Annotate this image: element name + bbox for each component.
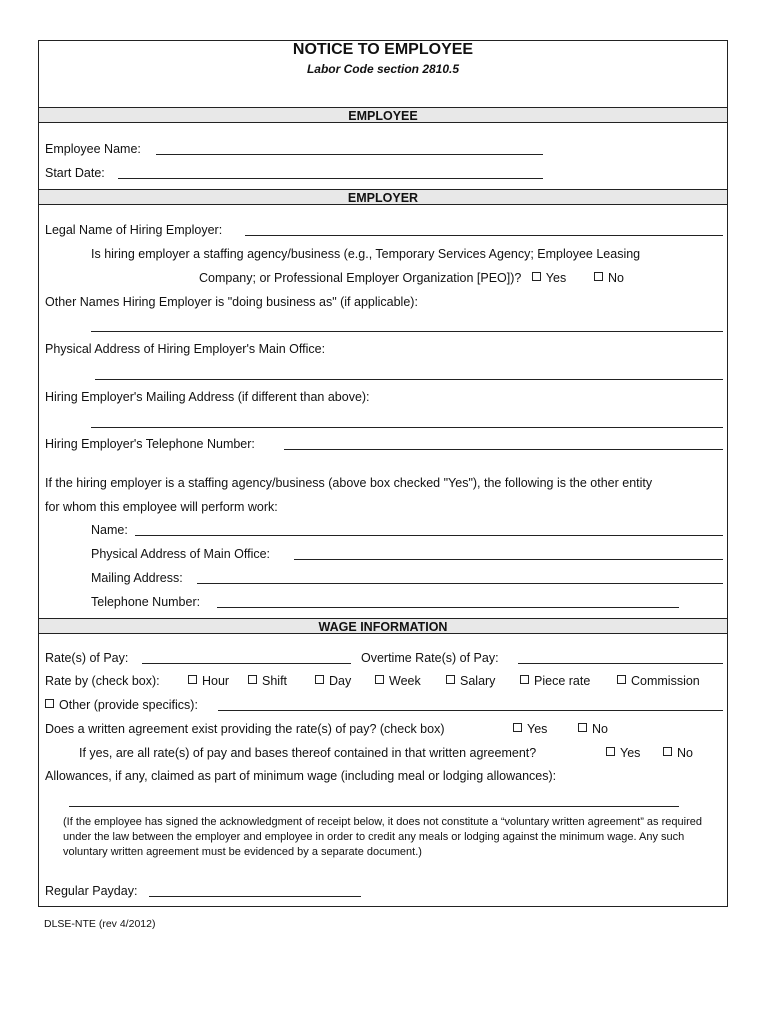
dba-label: Other Names Hiring Employer is "doing business as" (if applicable):	[45, 295, 418, 309]
staffing-yes-checkbox[interactable]	[532, 272, 541, 281]
if-yes-no-label: No	[677, 746, 693, 760]
other-entity-text-line2: for whom this employee will perform work:	[45, 500, 278, 514]
start-date-label: Start Date:	[45, 166, 105, 180]
staffing-no-label: No	[608, 271, 624, 285]
rate-by-label: Rate by (check box):	[45, 674, 160, 688]
rate-option-day[interactable]	[315, 673, 351, 689]
rate-option-hour[interactable]	[188, 673, 229, 689]
rate-option-label: Day	[329, 674, 352, 688]
overtime-rates-field[interactable]	[518, 663, 723, 664]
wage-section-heading: WAGE INFORMATION	[39, 618, 727, 634]
rate-salary-checkbox[interactable]	[446, 675, 455, 684]
staffing-question-line1: Is hiring employer a staffing agency/business (e.g., Temporary Services Agency; Employee Leasing	[91, 247, 641, 261]
overtime-rates-label: Overtime Rate(s) of Pay:	[361, 651, 499, 665]
if-yes-yes-checkbox[interactable]	[606, 747, 615, 756]
form-title: NOTICE TO EMPLOYEE	[292, 41, 474, 58]
rate-option-label: Hour	[202, 674, 230, 688]
dba-field[interactable]	[91, 331, 723, 332]
written-agreement-question: Does a written agreement exist providing the rate(s) of pay? (check box)	[45, 722, 445, 736]
legal-name-label: Legal Name of Hiring Employer:	[45, 223, 223, 237]
agreement-no-checkbox[interactable]	[578, 723, 587, 732]
other-specifics-field[interactable]	[218, 710, 723, 711]
agreement-yes-label: Yes	[527, 722, 548, 736]
agreement-no-label: No	[592, 722, 608, 736]
rate-hour-checkbox[interactable]	[188, 675, 197, 684]
other-entity-name-label: Name:	[91, 523, 128, 537]
rate-other-checkbox[interactable]	[45, 699, 54, 708]
if-yes-no-option[interactable]	[663, 745, 693, 761]
staffing-yes-label: Yes	[545, 271, 567, 285]
start-date-field[interactable]	[118, 178, 543, 179]
other-entity-mailing-label: Mailing Address:	[91, 571, 183, 585]
rate-commission-checkbox[interactable]	[617, 675, 626, 684]
agreement-yes-checkbox[interactable]	[513, 723, 522, 732]
rate-option-piece-rate[interactable]	[520, 673, 590, 689]
rate-option-label: Salary	[460, 674, 496, 688]
other-entity-physical-label: Physical Address of Main Office:	[91, 547, 271, 561]
rate-option-salary[interactable]	[446, 673, 495, 689]
other-entity-text-line1: If the hiring employer is a staffing agency/business (above box checked "Yes"), the following is the other entity	[45, 476, 653, 490]
employee-name-label: Employee Name:	[45, 142, 141, 156]
form-revision-id: DLSE-NTE (rev 4/2012)	[44, 918, 156, 930]
rate-option-shift[interactable]	[248, 673, 287, 689]
physical-address-label: Physical Address of Hiring Employer's Main Office:	[45, 342, 326, 356]
rate-option-label: Shift	[262, 674, 288, 688]
legal-name-field[interactable]	[245, 235, 723, 236]
employer-phone-label: Hiring Employer's Telephone Number:	[45, 437, 255, 451]
employer-section-heading: EMPLOYER	[39, 189, 727, 205]
if-yes-no-checkbox[interactable]	[663, 747, 672, 756]
agreement-no-option[interactable]	[578, 721, 608, 737]
other-entity-phone-field[interactable]	[217, 607, 679, 608]
employee-section-heading: EMPLOYEE	[39, 107, 727, 123]
regular-payday-label: Regular Payday:	[45, 884, 138, 898]
rate-option-commission[interactable]	[617, 673, 700, 689]
mailing-address-label: Hiring Employer's Mailing Address (if different than above):	[45, 390, 370, 404]
rate-week-checkbox[interactable]	[375, 675, 384, 684]
agreement-yes-option[interactable]	[513, 721, 547, 737]
notice-form	[38, 40, 728, 907]
other-entity-mailing-field[interactable]	[197, 583, 723, 584]
staffing-question-text: Company; or Professional Employer Organization [PEO])?	[199, 271, 522, 285]
rates-of-pay-label: Rate(s) of Pay:	[45, 651, 129, 665]
staffing-question-line2	[199, 270, 624, 286]
mailing-address-field[interactable]	[91, 427, 723, 428]
rate-option-week[interactable]	[375, 673, 421, 689]
rates-of-pay-field[interactable]	[142, 663, 351, 664]
if-yes-question: If yes, are all rate(s) of pay and bases thereof contained in that written agreement?	[79, 746, 537, 760]
if-yes-yes-option[interactable]	[606, 745, 640, 761]
other-specifics-label: Other (provide specifics):	[59, 698, 198, 712]
other-entity-physical-field[interactable]	[294, 559, 723, 560]
rate-day-checkbox[interactable]	[315, 675, 324, 684]
regular-payday-field[interactable]	[149, 896, 361, 897]
if-yes-yes-label: Yes	[620, 746, 641, 760]
physical-address-field[interactable]	[95, 379, 723, 380]
rate-option-other[interactable]	[45, 697, 198, 713]
allowances-field[interactable]	[69, 806, 679, 807]
allowances-label: Allowances, if any, claimed as part of minimum wage (including meal or lodging allowances):	[45, 769, 557, 783]
rate-option-label: Commission	[631, 674, 700, 688]
rate-option-label: Piece rate	[534, 674, 591, 688]
rate-shift-checkbox[interactable]	[248, 675, 257, 684]
employee-name-field[interactable]	[156, 154, 543, 155]
staffing-no-checkbox[interactable]	[594, 272, 603, 281]
rate-piece-rate-checkbox[interactable]	[520, 675, 529, 684]
form-subtitle: Labor Code section 2810.5	[306, 62, 460, 76]
employer-phone-field[interactable]	[284, 449, 723, 450]
rate-option-label: Week	[389, 674, 421, 688]
other-entity-name-field[interactable]	[135, 535, 723, 536]
voluntary-agreement-note: (If the employee has signed the acknowledgment of receipt below, it does not constitute a “voluntary written agreement” as required under the law between the employer and employee in order to credit any meals or lodging against the minimum wage. Any such voluntary written agreement must be evidenced by a separate document.)	[63, 816, 702, 858]
other-entity-phone-label: Telephone Number:	[91, 595, 201, 609]
